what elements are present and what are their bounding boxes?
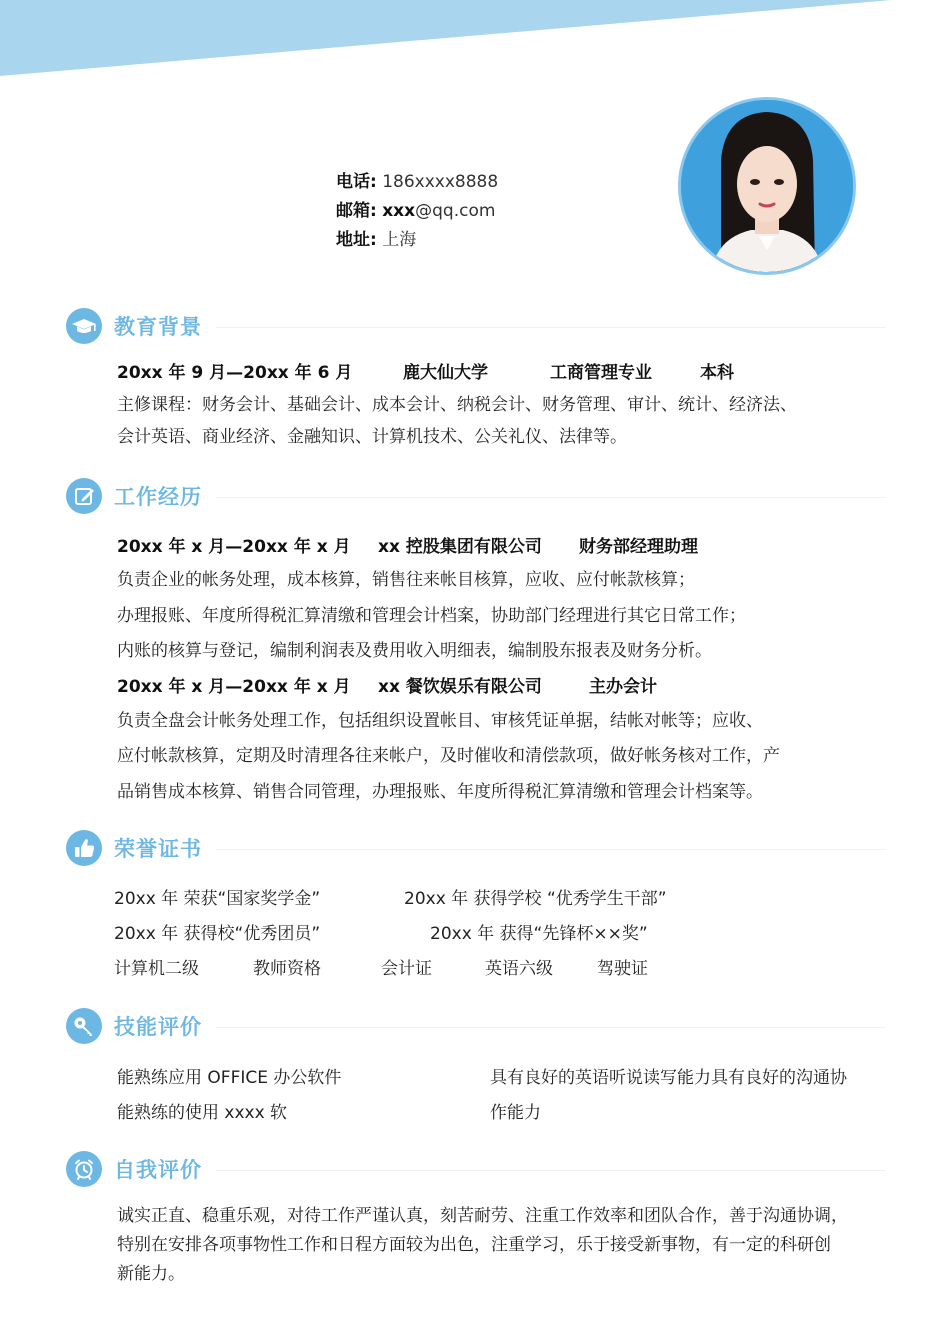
cert-4: 英语六级: [485, 959, 553, 979]
work-title: 工作经历: [114, 485, 202, 509]
work-divider: [216, 497, 886, 498]
honors-header: [66, 830, 886, 866]
phone-label: 电话:: [336, 172, 377, 192]
cert-5: 驾驶证: [597, 959, 648, 979]
job-1-duty-2: 办理报账、年度所得税汇算清缴和管理会计档案，协助部门经理进行其它日常工作；: [117, 606, 746, 626]
skill-right-1: 具有良好的英语听说读写能力具有良好的沟通协: [490, 1068, 847, 1088]
honor-4: 20xx 年 获得“先锋杯××奖”: [430, 924, 648, 944]
cert-3: 会计证: [381, 959, 432, 979]
education-header: [66, 308, 886, 344]
skill-left-1: 能熟练应用 OFFICE 办公软件: [117, 1068, 342, 1088]
education-degree: 本科: [700, 363, 734, 383]
address-value: 上海: [382, 230, 417, 250]
self-title: 自我评价: [114, 1158, 202, 1182]
job-2-duty-1: 负责全盘会计帐务处理工作，包括组织设置帐目、审核凭证单据，结帐对帐等；应收、: [117, 711, 763, 731]
job-1-position: 财务部经理助理: [579, 537, 698, 557]
phone-row: [336, 168, 498, 197]
job-2-duty-3: 品销售成本核算、销售合同管理，办理报账、年度所得税汇算清缴和管理会计档案等。: [117, 782, 763, 802]
job-2-company: xx 餐饮娱乐有限公司: [378, 677, 542, 697]
profile-photo: [678, 97, 856, 275]
address-label: 地址:: [336, 230, 377, 250]
education-major: 工商管理专业: [550, 363, 652, 383]
skill-left-2: 能熟练的使用 xxxx 软: [117, 1103, 288, 1123]
job-1-duty-1: 负责企业的帐务处理，成本核算，销售往来帐目核算，应收、应付帐款核算；: [117, 570, 695, 590]
self-divider: [216, 1170, 886, 1171]
self-line-1: 诚实正直、稳重乐观，对待工作严谨认真，刻苦耐劳、注重工作效率和团队合作，善于沟通协调，: [117, 1206, 848, 1226]
email-domain: @qq.com: [415, 201, 496, 221]
education-school: 鹿大仙大学: [403, 363, 488, 383]
self-line-3: 新能力。: [117, 1264, 185, 1284]
email-user: xxx: [382, 201, 416, 221]
job-2-position: 主办会计: [589, 677, 657, 697]
key-icon: [66, 1008, 102, 1044]
skill-right-2: 作能力: [490, 1103, 541, 1123]
education-courses-line2: 会计英语、商业经济、金融知识、计算机技术、公关礼仪、法律等。: [117, 427, 627, 447]
skills-title: 技能评价: [114, 1015, 202, 1039]
address-row: [336, 226, 498, 255]
email-label: 邮箱:: [336, 201, 377, 221]
cert-1: 计算机二级: [114, 959, 199, 979]
job-1-period: 20xx 年 x 月—20xx 年 x 月: [117, 537, 351, 557]
skills-divider: [216, 1027, 886, 1028]
education-title: 教育背景: [114, 315, 202, 339]
edit-icon: [66, 478, 102, 514]
portrait-illustration: [681, 100, 853, 272]
self-line-2: 特别在安排各项事物性工作和日程方面较为出色，注重学习，乐于接受新事物，有一定的科研创: [117, 1235, 831, 1255]
graduation-cap-icon: [66, 308, 102, 344]
job-1-company: xx 控股集团有限公司: [378, 537, 542, 557]
job-1-duty-3: 内账的核算与登记，编制利润表及费用收入明细表，编制股东报表及财务分析。: [117, 641, 712, 661]
honor-1: 20xx 年 荣获“国家奖学金”: [114, 889, 321, 909]
honors-divider: [216, 849, 886, 850]
education-period: 20xx 年 9 月—20xx 年 6 月: [117, 363, 353, 383]
job-2-duty-2: 应付帐款核算，定期及时清理各往来帐户，及时催收和清偿款项，做好帐务核对工作，产: [117, 746, 780, 766]
education-courses-line1: 主修课程：财务会计、基础会计、成本会计、纳税会计、财务管理、审计、统计、经济法、: [117, 395, 797, 415]
work-header: [66, 478, 886, 514]
skills-header: [66, 1008, 886, 1044]
self-header: [66, 1151, 886, 1187]
cert-2: 教师资格: [253, 959, 321, 979]
email-row: [336, 197, 498, 226]
education-divider: [216, 327, 886, 328]
top-banner: [0, 0, 950, 80]
phone-value: 186xxxx8888: [382, 172, 499, 192]
alarm-clock-icon: [66, 1151, 102, 1187]
contact-info: [336, 168, 498, 255]
honors-title: 荣誉证书: [114, 837, 202, 861]
honor-2: 20xx 年 获得学校 “优秀学生干部”: [404, 889, 667, 909]
job-2-period: 20xx 年 x 月—20xx 年 x 月: [117, 677, 351, 697]
honor-3: 20xx 年 获得校“优秀团员”: [114, 924, 321, 944]
thumbs-up-icon: [66, 830, 102, 866]
